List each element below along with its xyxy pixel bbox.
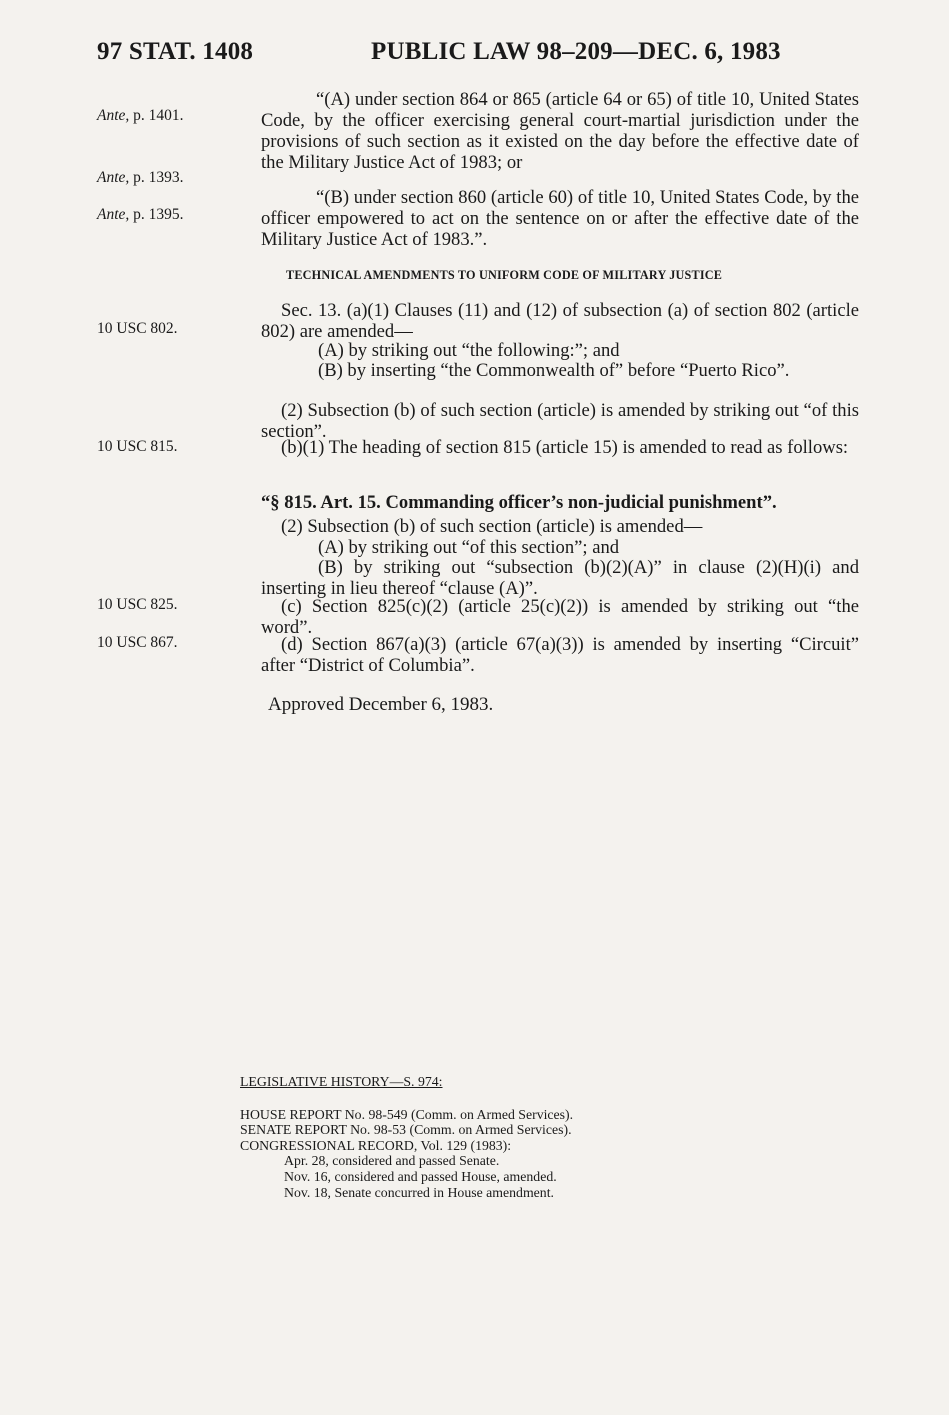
margin-note: Ante, p. 1401. [97,107,184,124]
paragraph-a: “(A) under section 864 or 865 (article 64 or 65) of title 10, United States Code, by the officer exercising general court-martial jurisdiction under the provisions of such section as it existed on the day before the effective date of the Military Justice Act of 1983; or [261,89,859,173]
sec13-a1: Sec. 13. (a)(1) Clauses (11) and (12) of subsection (a) of section 802 (article 802) are amended— [261,300,859,342]
house-report: HOUSE REPORT No. 98-549 (Comm. on Armed Services). [240,1106,574,1122]
section-heading: TECHNICAL AMENDMENTS TO UNIFORM CODE OF MILITARY JUSTICE [286,268,723,282]
history-entry: Nov. 18, Senate concurred in House amendment. [284,1184,554,1200]
sec13-c: (c) Section 825(c)(2) (article 25(c)(2)) is amended by striking out “the word”. [261,596,859,638]
section-815-heading: “§ 815. Art. 15. Commanding officer’s non-judicial punishment”. [261,492,777,513]
sec13-a2: (2) Subsection (b) of such section (article) is amended by striking out “of this section”. [261,400,859,442]
margin-note: 10 USC 825. [97,596,178,613]
margin-note: 10 USC 815. [97,438,178,455]
margin-note: Ante, p. 1393. [97,169,184,186]
sec13-b2-B: (B) by striking out “subsection (b)(2)(A)” in clause (2)(H)(i) and inserting in lieu thereof “clause (A)”. [261,557,859,599]
legislative-history-title: LEGISLATIVE HISTORY—S. 974: [240,1074,443,1089]
senate-report: SENATE REPORT No. 98-53 (Comm. on Armed Services). [240,1122,572,1138]
sec13-b2-A: (A) by striking out “of this section”; and [318,537,620,558]
congressional-record: CONGRESSIONAL RECORD, Vol. 129 (1983): [240,1137,512,1153]
sec13-a1-A: (A) by striking out “the following:”; and [318,340,620,361]
paragraph-b: “(B) under section 860 (article 60) of title 10, United States Code, by the officer empowered to act on the sentence on or after the effective date of the Military Justice Act of 1983.”. [261,187,859,250]
sec13-a1-B: (B) by inserting “the Commonwealth of” before “Puerto Rico”. [318,360,790,381]
legislative-history [240,1074,573,1200]
margin-note: 10 USC 867. [97,634,178,651]
history-entry: Nov. 16, considered and passed House, amended. [284,1168,557,1184]
page-stat-number: 97 STAT. 1408 [97,38,254,65]
margin-note: Ante, p. 1395. [97,206,184,223]
sec13-b1: (b)(1) The heading of section 815 (article 15) is amended to read as follows: [281,437,849,458]
page-running-title: PUBLIC LAW 98–209—DEC. 6, 1983 [371,38,781,65]
approval-date: Approved December 6, 1983. [268,694,494,715]
history-entry: Apr. 28, considered and passed Senate. [284,1153,500,1169]
sec13-b2: (2) Subsection (b) of such section (article) is amended— [281,516,703,537]
sec13-d: (d) Section 867(a)(3) (article 67(a)(3)) is amended by inserting “Circuit” after “District of Columbia”. [261,634,859,676]
margin-note: 10 USC 802. [97,320,178,337]
